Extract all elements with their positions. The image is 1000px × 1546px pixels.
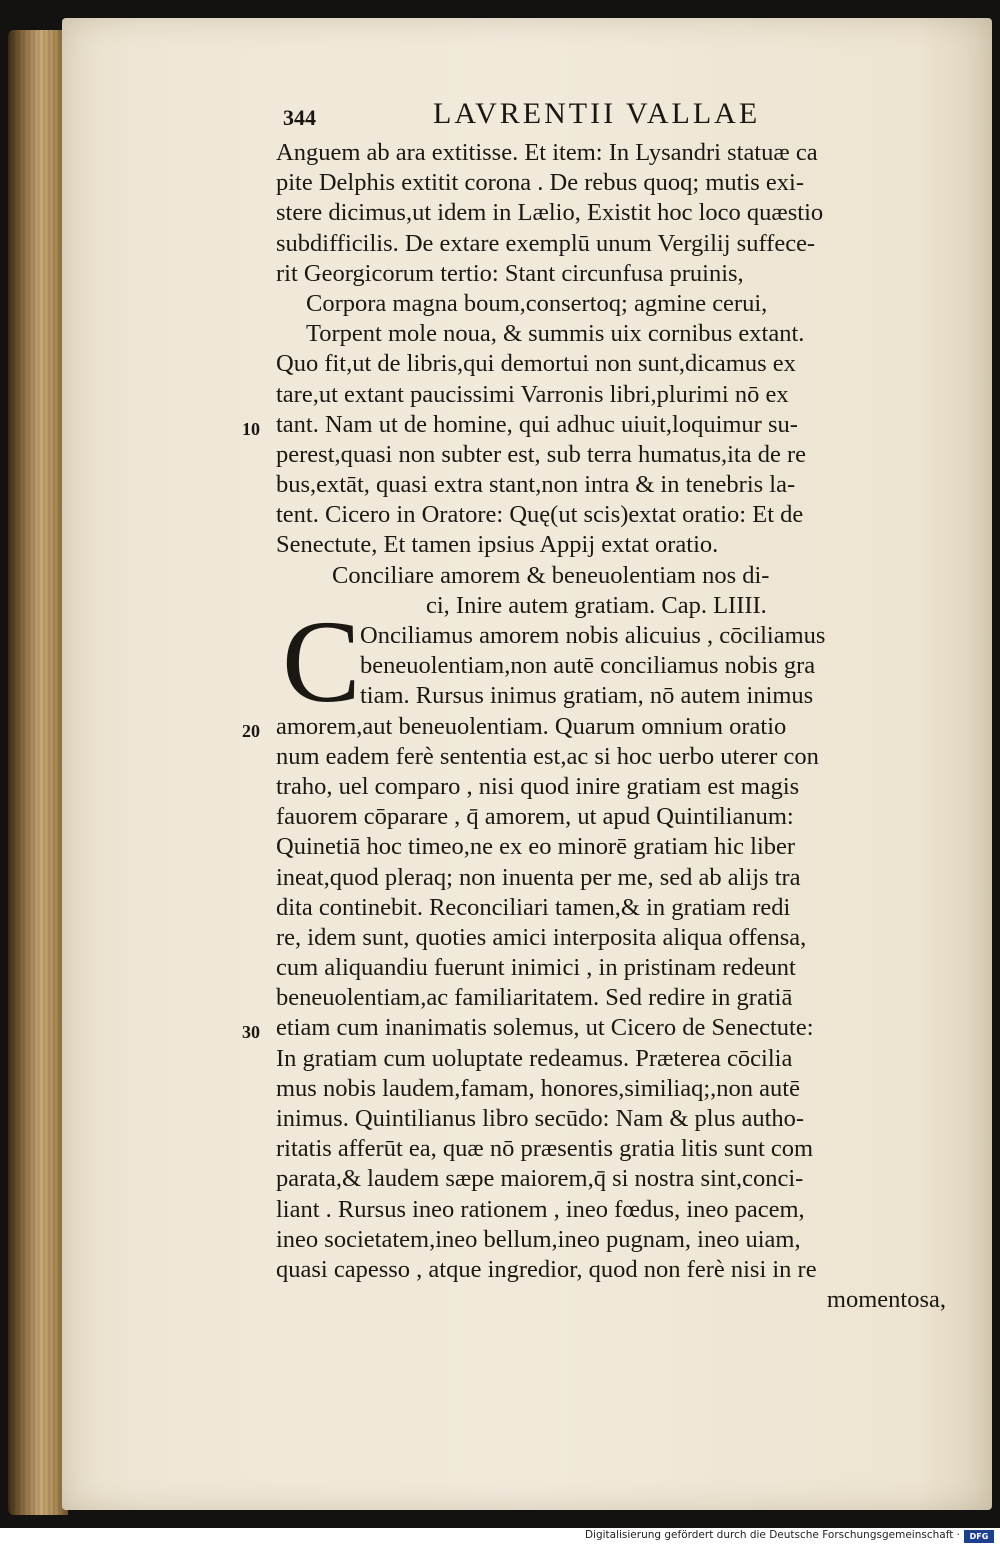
text-line (276, 198, 956, 228)
text-line-content: Onciliamus amorem nobis alicuius , cōciliamus (360, 622, 826, 649)
page-number: 344 (283, 105, 316, 130)
text-line (276, 832, 956, 862)
text-line (276, 1255, 956, 1285)
text-line (276, 1225, 956, 1255)
text-line (276, 1164, 956, 1194)
text-line (276, 500, 956, 530)
text-line (276, 349, 956, 379)
text-line-content: subdifficilis. De extare exemplū unum Vergilij suffece- (276, 229, 816, 257)
text-line-content: dita continebit. Reconciliari tamen,& in gratiam redi (276, 893, 791, 921)
text-line-content: Anguem ab ara extitisse. Et item: In Lysandri statuæ ca (276, 139, 818, 166)
text-line (276, 319, 956, 349)
margin-line-number: 20 (242, 720, 260, 741)
body-text (242, 138, 956, 1315)
running-title: LAVRENTII VALLAE (433, 97, 761, 130)
text-line-content: pite Delphis extitit corona . De rebus quoq; mutis exi- (276, 169, 805, 197)
text-line-content: beneuolentiam,ac familiaritatem. Sed redire in gratiā (276, 984, 793, 1012)
text-line-content: rit Georgicorum tertio: Stant circunfusa pruinis, (276, 259, 744, 287)
text-line-content: num eadem ferè sententia est,ac si hoc uerbo uterer con (276, 742, 819, 770)
text-line-content: tiam. Rursus inimus gratiam, nō autem inimus (360, 682, 814, 710)
text-line (276, 923, 956, 953)
text-line-content: stere dicimus,ut idem in Lælio, Existit hoc loco quæstio (276, 199, 824, 227)
text-line (242, 410, 956, 440)
text-line (242, 1013, 956, 1043)
text-line (276, 530, 956, 560)
text-line-content: tant. Nam ut de homine, qui adhuc uiuit,loquimur su- (276, 410, 798, 438)
text-line (276, 1074, 956, 1104)
text-line (276, 893, 956, 923)
text-line (276, 561, 956, 591)
text-line-content: amorem,aut beneuolentiam. Quarum omnium oratio (276, 712, 787, 740)
text-line-content: Quo fit,ut de libris,qui demortui non sunt,dicamus ex (276, 350, 796, 378)
text-line-content: tent. Cicero in Oratore: Quę(ut scis)extat oratio: Et de (276, 501, 804, 529)
text-line-content: ineo societatem,ineo bellum,ineo pugnam, ineo uiam, (276, 1225, 801, 1253)
text-line-content: In gratiam cum uoluptate redeamus. Præterea cōcilia (276, 1044, 793, 1072)
page-header (283, 97, 813, 137)
footer-credit: Digitalisierung gefördert durch die Deutsche Forschungsgemeinschaft · (584, 1529, 960, 1541)
text-line-content: quasi capesso , atque ingredior, quod non ferè nisi in re (276, 1255, 817, 1283)
margin-line-number: 10 (242, 418, 260, 439)
text-line-content: Corpora magna boum,consertoq; agmine cerui, (306, 289, 768, 317)
text-line (276, 1044, 956, 1074)
book-edge (8, 30, 68, 1515)
text-line-content: inimus. Quintilianus libro secūdo: Nam & plus autho- (276, 1105, 805, 1132)
text-line-content: re, idem sunt, quoties amici interposita aliqua offensa, (276, 923, 807, 951)
text-line-content: ritatis afferūt ea, quæ nō præsentis gratia litis sunt com (276, 1135, 814, 1163)
text-line-content: ineat,quod pleraq; non inuenta per me, sed ab alijs tra (276, 863, 801, 891)
text-line (276, 1195, 956, 1225)
text-line-content: Torpent mole noua, & summis uix cornibus extant. (306, 320, 805, 348)
text-line-content: etiam cum inanimatis solemus, ut Cicero de Senectute: (276, 1014, 814, 1042)
text-line (276, 380, 956, 410)
text-line (276, 1285, 956, 1315)
margin-line-number: 30 (242, 1022, 260, 1043)
text-line (242, 712, 956, 742)
text-line (276, 440, 956, 470)
text-line (276, 802, 956, 832)
text-line (276, 229, 956, 259)
text-line (276, 681, 956, 711)
text-line (276, 621, 956, 651)
text-line (276, 470, 956, 500)
text-line (276, 953, 956, 983)
text-line-content: cum aliquandiu fuerunt inimici , in pristinam redeunt (276, 954, 796, 982)
text-line-content: beneuolentiam,non autē conciliamus nobis gra (360, 652, 816, 680)
text-line (276, 1104, 956, 1134)
footer-bar (0, 1528, 1000, 1546)
text-line-content: traho, uel comparo , nisi quod inire gratiam est magis (276, 772, 800, 800)
text-line (276, 289, 956, 319)
text-line-content: parata,& laudem sæpe maiorem,q̄ si nostra sint,conci- (276, 1165, 804, 1193)
text-line-content: mus nobis laudem,famam, honores,similiaq;,non autē (276, 1074, 800, 1102)
drop-cap-initial: C (282, 596, 361, 727)
text-line (276, 259, 956, 289)
text-line-content: Conciliare amorem & beneuolentiam nos di- (332, 561, 770, 589)
text-line-content: Quinetiā hoc timeo,ne ex eo minorē gratiam hic liber (276, 833, 796, 861)
text-line (276, 168, 956, 198)
text-line-content: perest,quasi non subter est, sub terra humatus,ita de re (276, 440, 807, 468)
text-line-content: momentosa, (826, 1286, 946, 1314)
text-line-content: ci, Inire autem gratiam. Cap. LIIII. (426, 591, 767, 619)
text-line (276, 772, 956, 802)
text-line (276, 983, 956, 1013)
text-line-content: liant . Rursus ineo rationem , ineo fœdus, ineo pacem, (276, 1195, 805, 1223)
text-line-content: tare,ut extant paucissimi Varronis libri,plurimi nō ex (276, 380, 789, 408)
text-line-content: Senectute, Et tamen ipsius Appij extat oratio. (276, 531, 719, 559)
text-line (276, 863, 956, 893)
text-line-content: bus,extāt, quasi extra stant,non intra & in tenebris la- (276, 471, 796, 499)
text-line (276, 138, 956, 168)
text-line (276, 1134, 956, 1164)
text-line (276, 591, 956, 621)
dfg-logo: DFG (964, 1530, 994, 1543)
text-line (276, 742, 956, 772)
text-line-content: fauorem cōparare , q̄ amorem, ut apud Quintilianum: (276, 803, 794, 831)
text-line (276, 651, 956, 681)
